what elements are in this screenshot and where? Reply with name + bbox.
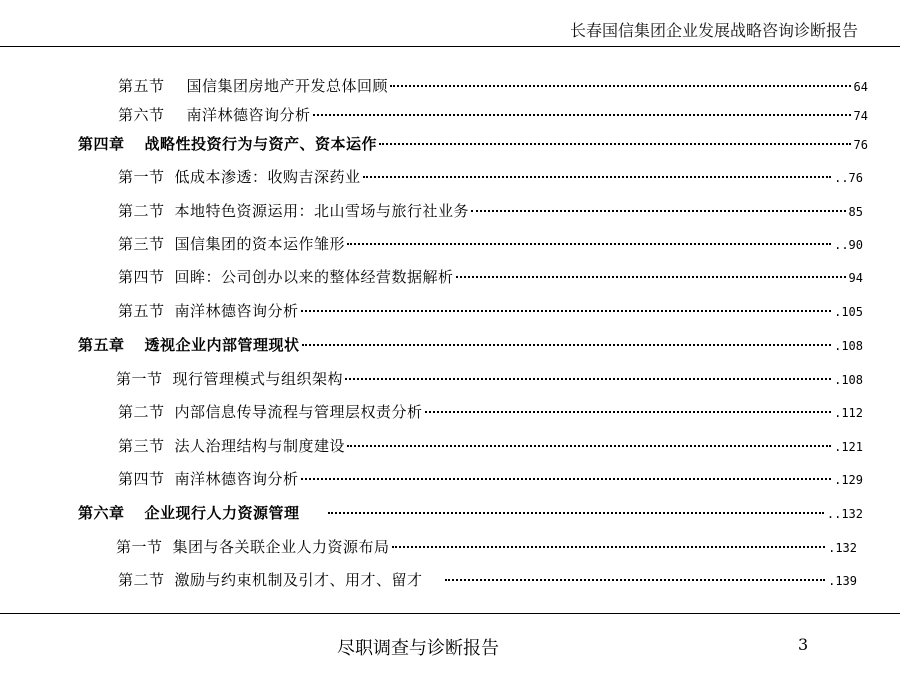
dot-leader (471, 210, 846, 212)
toc-entry-title: 现行管理模式与组织架构 (172, 370, 344, 388)
toc-entry-number: 第三节 (118, 235, 165, 253)
dot-leader (301, 478, 832, 480)
toc-entry-label (118, 570, 423, 590)
toc-entry-title: 法人治理结构与制度建设 (174, 437, 346, 455)
toc-entry-number: 第五节 (118, 302, 165, 320)
toc-entry-number: 第五节 (118, 77, 165, 95)
toc-entry-label (118, 76, 388, 96)
toc-entry-page: 94 (848, 271, 863, 285)
toc-entry-number: 第六章 (78, 504, 125, 522)
toc-entry-title: 回眸：公司创办以来的整体经营数据解析 (174, 268, 454, 286)
toc-entry-number: 第四章 (78, 135, 125, 153)
toc-entry-page: 74 (853, 109, 868, 123)
toc-entry (118, 201, 863, 222)
toc-entry-label (78, 335, 300, 355)
toc-entry-title: 国信集团房地产开发总体回顾 (186, 77, 389, 95)
toc-entry-label (78, 503, 300, 523)
toc-entry-title: 内部信息传导流程与管理层权责分析 (174, 403, 423, 421)
toc-entry (118, 234, 863, 255)
toc-entry-page: .108 (834, 339, 863, 353)
toc-entry-title: 南洋林德咨询分析 (186, 106, 311, 124)
dot-leader (328, 512, 824, 514)
toc-entry-number: 第二节 (118, 403, 165, 421)
toc-entry-page: .129 (834, 473, 863, 487)
toc-entry-number: 第四节 (118, 268, 165, 286)
toc-entry (118, 402, 863, 423)
toc-entry-title: 本地特色资源运用：北山雪场与旅行社业务 (174, 202, 470, 220)
dot-leader (445, 579, 826, 581)
dot-leader (392, 546, 826, 548)
toc-chapter-entry (78, 134, 868, 155)
toc-entry-label (118, 436, 345, 456)
dot-leader (425, 411, 832, 413)
toc-entry-label (116, 369, 343, 389)
toc-entry-page: .139 (828, 574, 857, 588)
toc-entry-page: .108 (834, 373, 863, 387)
toc-entry (118, 469, 863, 490)
toc-entry-page: .105 (834, 305, 863, 319)
toc-entry (118, 570, 857, 591)
toc-entry (118, 105, 868, 126)
dot-leader (347, 243, 831, 245)
toc-entry-number: 第六节 (118, 106, 165, 124)
toc-entry-title: 低成本渗透：收购吉深药业 (174, 168, 361, 186)
toc-entry-label (118, 167, 361, 187)
toc-entry-title: 企业现行人力资源管理 (144, 504, 300, 522)
toc-entry-page: 76 (853, 138, 868, 152)
toc-entry-number: 第二节 (118, 571, 165, 589)
dot-leader (345, 378, 831, 380)
toc-entry-number: 第一节 (116, 370, 163, 388)
toc-entry-title: 南洋林德咨询分析 (174, 302, 299, 320)
toc-entry-title: 激励与约束机制及引才、用才、留才 (174, 571, 423, 589)
dot-leader (363, 176, 832, 178)
toc-entry-number: 第四节 (118, 470, 165, 488)
toc-entry (118, 167, 863, 188)
toc-entry (118, 267, 863, 288)
toc-entry (116, 537, 857, 558)
toc-entry-page: ..132 (826, 507, 863, 521)
toc-entry-label (118, 402, 423, 422)
toc-entry-label (118, 234, 345, 254)
toc-entry-label (118, 469, 299, 489)
toc-entry-number: 第三节 (118, 437, 165, 455)
toc-entry-number: 第一节 (116, 538, 163, 556)
toc-entry-label (118, 267, 454, 287)
report-header-title: 长春国信集团企业发展战略咨询诊断报告 (569, 21, 858, 40)
toc-entry-number: 第二节 (118, 202, 165, 220)
toc-entry-page: 64 (853, 80, 868, 94)
toc-entry (118, 301, 863, 322)
toc-entry-label (118, 201, 469, 221)
dot-leader (390, 85, 851, 87)
toc-entry-page: .132 (828, 541, 857, 555)
toc-entry-title: 战略性投资行为与资产、资本运作 (144, 135, 378, 153)
toc-entry-label (78, 134, 377, 154)
toc-entry-number: 第一节 (118, 168, 165, 186)
toc-entry-label (116, 537, 390, 557)
toc-entry-title: 国信集团的资本运作雏形 (174, 235, 346, 253)
toc-chapter-entry (78, 503, 863, 524)
page-number: 3 (798, 635, 809, 654)
toc-entry (118, 436, 863, 457)
toc-entry-label (118, 105, 311, 125)
toc-chapter-entry (78, 335, 863, 356)
toc-entry-page: ..76 (834, 171, 863, 185)
dot-leader (302, 344, 832, 346)
toc-entry-title: 南洋林德咨询分析 (174, 470, 299, 488)
dot-leader (301, 310, 832, 312)
toc-entry-title: 透视企业内部管理现状 (144, 336, 300, 354)
footer-title: 尽职调查与诊断报告 (337, 638, 499, 659)
dot-leader (379, 143, 851, 145)
toc-entry-page: 85 (848, 205, 863, 219)
toc-entry-label (118, 301, 299, 321)
footer-rule (0, 613, 900, 614)
toc-entry-title: 集团与各关联企业人力资源布局 (172, 538, 390, 556)
toc-entry-page: .112 (834, 406, 863, 420)
toc-entry-page: ..90 (834, 238, 863, 252)
dot-leader (313, 114, 851, 116)
toc-entry (116, 369, 863, 390)
toc-entry (118, 76, 868, 97)
dot-leader (456, 276, 846, 278)
dot-leader (347, 445, 831, 447)
toc-entry-number: 第五章 (78, 336, 125, 354)
toc-entry-page: .121 (834, 440, 863, 454)
